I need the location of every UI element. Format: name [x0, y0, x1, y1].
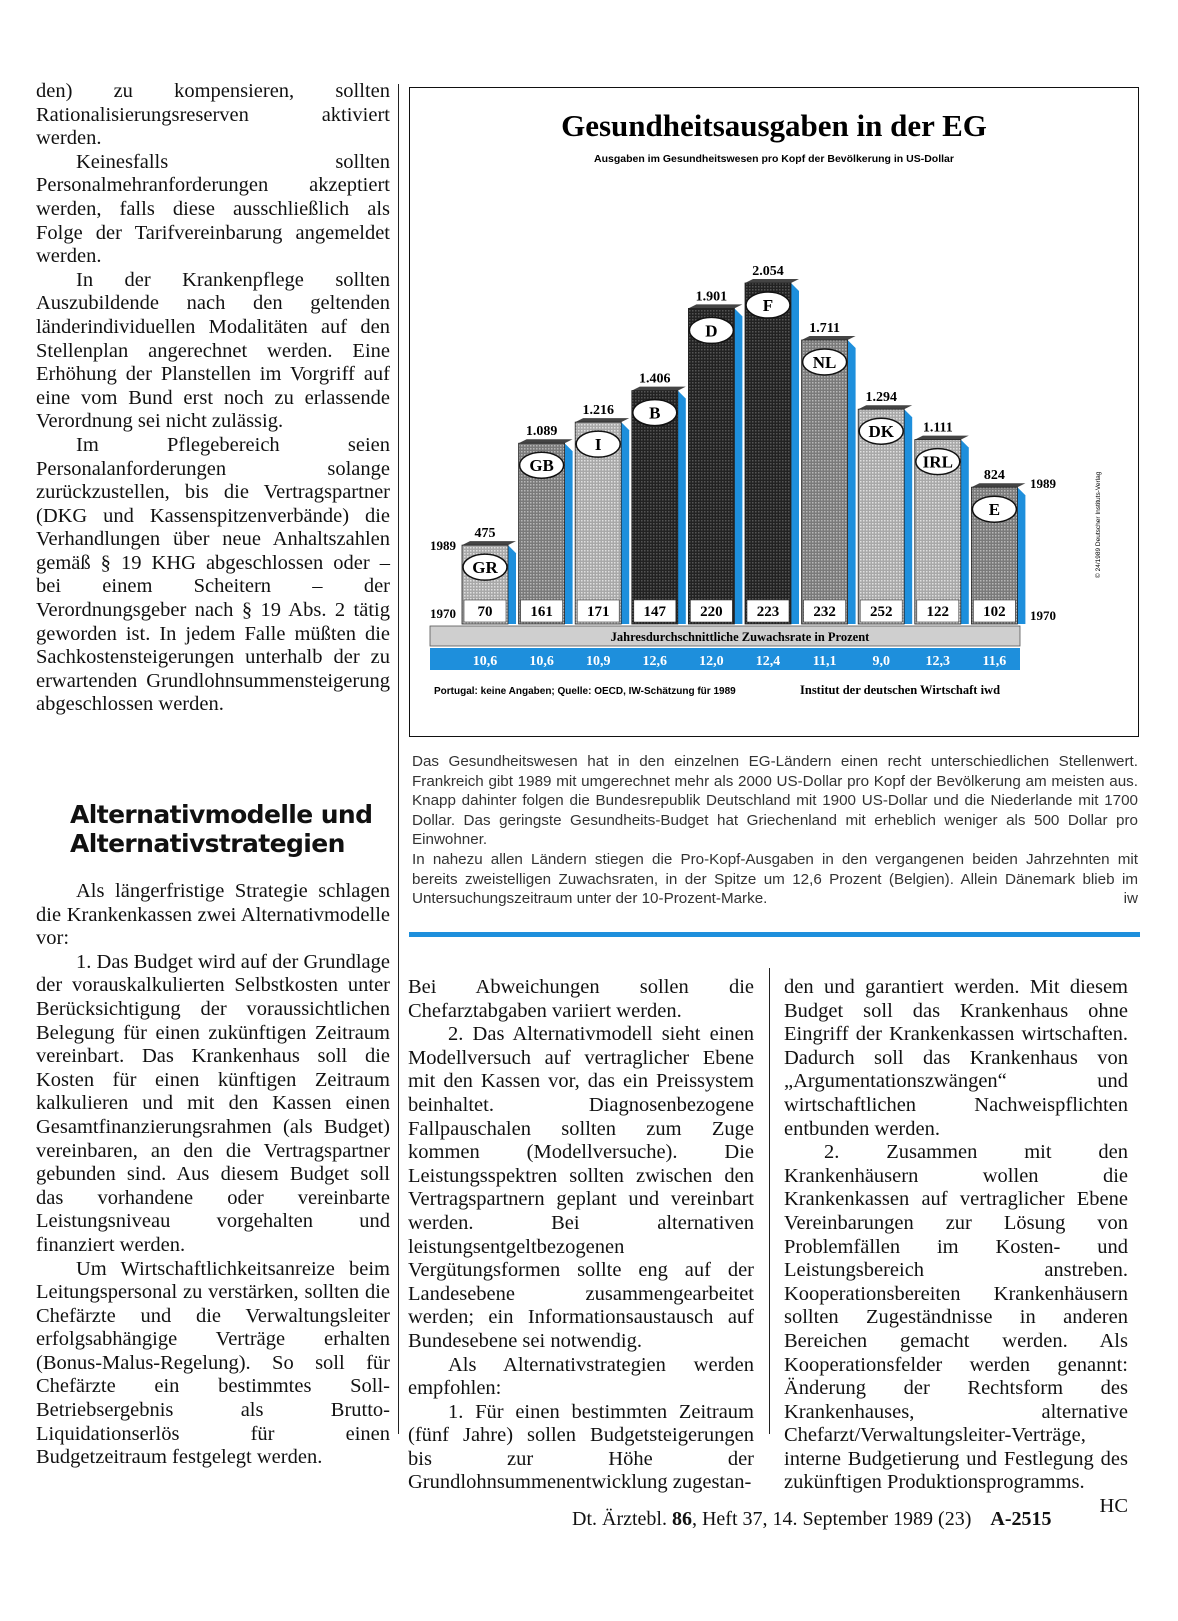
value-label-1970-I: 171 [586, 604, 610, 620]
growth-rate-F: 12,4 [755, 654, 781, 669]
bar-top-I [575, 418, 629, 422]
paragraph: Als längerfristige Strategie schlagen die Krankenkassen zwei Alternativmodelle vor: [36, 880, 390, 950]
bar-side-I [621, 422, 629, 624]
paragraph: Bei Abweichungen sollen die Chefarztabgaben variiert werden. [408, 976, 754, 1022]
value-label-1970-F: 223 [756, 604, 780, 620]
bar-NL [802, 340, 848, 624]
growth-rate-D: 12,0 [699, 654, 724, 669]
chart-subtitle: Ausgaben im Gesundheitswesen pro Kopf der Bevölkerung in US-Dollar [594, 153, 954, 165]
value-label-1970-D: 220 [700, 604, 723, 620]
middle-column [408, 976, 754, 1495]
paragraph: den) zu kompensieren, sollten Rationalisierungsreserven aktiviert werden. [36, 80, 390, 150]
value-label-1970-GR: 70 [477, 604, 493, 620]
citation-prefix: Dt. Ärztebl. [572, 1508, 667, 1530]
year-label-1989: 1989 [430, 538, 456, 553]
country-label-B: B [649, 403, 661, 423]
growth-rate-DK: 9,0 [872, 654, 890, 669]
section-heading-line: Alternativstrategien [70, 829, 345, 858]
column-rule [398, 84, 399, 1434]
left-column-bottom [36, 880, 390, 1470]
caption-text: In nahezu allen Ländern stiegen die Pro-Kopf-Ausgaben in den vergangenen beiden Jahrzehnten mit bereits zweistelligen Zuwachsraten, in der Spitze um 12,6 Prozent (Belgien). Allein Dänemark blieb im Untersuchungszeitraum unter der 10-Prozent-Marke. [412, 850, 1138, 908]
bar-side-GR [508, 545, 516, 624]
bar-side-IRL [961, 440, 969, 624]
growth-rate-GB: 10,6 [529, 654, 554, 669]
value-label-1989-I: 1.216 [582, 403, 614, 419]
bar-top-B [632, 387, 686, 391]
value-label-1989-DK: 1.294 [865, 390, 897, 406]
page-number: A-2515 [990, 1508, 1052, 1530]
growth-rate-B: 12,6 [642, 654, 668, 669]
bar-top-IRL [915, 436, 969, 440]
chart-publisher: Institut der deutschen Wirtschaft iwd [800, 683, 1001, 697]
country-label-D: D [705, 321, 718, 341]
country-label-F: F [762, 296, 774, 316]
chart-title: Gesundheitsausgaben in der EG [561, 108, 987, 143]
caption-paragraph: Das Gesundheitswesen hat in den einzelnen EG-Ländern einen recht unterschiedlichen Stellenwert. Frankreich gibt 1989 mit umgerechnet mehr als 2000 US-Dollar pro Kopf der Bevölkerung am meisten aus. Knapp dahinter folgen die Bundesrepublik Deutschland mit 1900 US-Dollar und die Niederlande mit 1700 Dollar. Das geringste Gesundheits-Budget hat Griechenland mit erheblich weniger als 500 Dollar pro Einwohner. [412, 753, 1138, 849]
value-label-1989-F: 2.054 [752, 264, 784, 280]
paragraph: 1. Für einen bestimmten Zeitraum (fünf Jahre) sollen Budgetsteigerungen bis zur Höhe der Grundlohnsummenentwicklung zugestan- [408, 1400, 754, 1494]
section-heading [70, 800, 372, 858]
author-signature: HC [1099, 1495, 1128, 1518]
bar-D [688, 308, 734, 624]
caption-paragraph [412, 850, 1138, 909]
country-label-IRL: IRL [922, 452, 953, 472]
bar-side-D [734, 308, 742, 624]
value-label-1989-E: 824 [983, 468, 1005, 484]
paragraph: den und garantiert werden. Mit diesem Budget soll das Krankenhaus ohne Eingriff der Krankenkassen wirtschaften. Dadurch soll das Krankenhaus von „Argumentationszwängen“ und wirtschaftlichen Nachweispflichten entbunden werden. [784, 976, 1128, 1140]
value-label-1970-DK: 252 [869, 604, 893, 620]
paragraph: 2. Das Alternativmodell sieht einen Modellversuch auf vertraglicher Ebene mit den Kassen vor, das ein Preissystem beinhaltet. Diagnosenbezogene Fallpauschalen sollten zum Zuge kommen (Modellversuche). Die Leistungsspektren sollten zwischen den Vertragspartnern geplant und vereinbart werden. Bei alternativen leistungsentgeltbezogenen Vergütungsformen sollte eng auf der Landesebene zusammengearbeitet werden; ein Informationsaustausch auf Bundesebene sei notwendig. [408, 1023, 754, 1352]
bar-side-GB [565, 443, 573, 624]
page-footer [572, 1508, 1051, 1531]
year-label-1970: 1970 [430, 606, 456, 621]
bar-top-D [688, 304, 742, 308]
left-column-top [36, 80, 390, 717]
right-column [784, 976, 1128, 1519]
value-label-1970-IRL: 122 [926, 604, 950, 620]
country-label-E: E [988, 500, 1001, 520]
country-label-NL: NL [812, 352, 837, 372]
bar-top-F [745, 279, 799, 283]
bar-side-NL [848, 340, 856, 624]
growth-rate-IRL: 12,3 [925, 654, 951, 669]
country-label-GR: GR [472, 558, 498, 578]
bar-top-GB [519, 439, 573, 443]
value-label-1989-GR: 475 [474, 526, 496, 542]
year-label-1989: 1989 [1030, 476, 1056, 491]
value-label-1970-E: 102 [983, 604, 1006, 620]
value-label-1989-IRL: 1.111 [922, 420, 953, 436]
bar-top-DK [858, 405, 912, 409]
value-label-1970-NL: 232 [813, 604, 836, 620]
bar-side-E [1017, 487, 1025, 624]
paragraph: 1. Das Budget wird auf der Grundlage der vorauskalkulierten Selbstkosten unter Berücksichtigung der voraussichtlichen Belegung für einen zukünftigen Zeitraum vereinbart. Das Krankenhaus soll die Kosten für einen künftigen Zeitraum kalkulieren und mit den Kassen einen Gesamtfinanzierungsrahmen (als Budget) vereinbaren, an den die Vertragspartner gebunden sind. Aus diesem Budget soll das vorhandene oder vereinbarte Leistungsniveau vorgehalten und finanziert werden. [36, 950, 390, 1256]
country-label-DK: DK [868, 422, 894, 442]
column-rule [769, 968, 770, 1434]
chart-box [409, 87, 1139, 737]
value-label-1970-B: 147 [643, 604, 667, 620]
bar-F [745, 283, 791, 624]
paragraph: Im Pflegebereich seien Personalanforderungen solange zurückzustellen, bis die Vertragspartner (DKG und Kassenspitzenverbände) die Verhandlungen über neue Anhaltszahlen gemäß § 19 KHG abgeschlossen oder – bei einem Scheitern – der Verordnungsgeber nach § 19 Abs. 2 tätig geworden ist. In jedem Falle müßten die Sachkostensteigerungen unterhalb der zu erwartenden Grundlohnsummensteigerung abgeschlossen werden. [36, 433, 390, 716]
paragraph: Keinesfalls sollten Personalmehranforderungen akzeptiert werden, falls diese ausschließlich als Folge der Tarifvereinbarung angemeldet werden. [36, 150, 390, 268]
year-label-1970: 1970 [1030, 608, 1056, 623]
growth-rate-GR: 10,6 [472, 654, 498, 669]
bar-side-F [791, 283, 799, 624]
bar-side-DK [904, 409, 912, 624]
growth-rate-E: 11,6 [982, 654, 1007, 669]
caption-signature: iw [1123, 890, 1138, 908]
bar-side-B [678, 391, 686, 624]
value-label-1970-GB: 161 [530, 604, 553, 620]
growth-rate-label: Jahresdurchschnittliche Zuwachsrate in Prozent [610, 630, 870, 644]
bar-top-NL [802, 336, 856, 340]
value-label-1989-D: 1.901 [695, 289, 728, 305]
health-spending-chart [410, 88, 1138, 736]
country-label-GB: GB [529, 456, 554, 476]
citation-volume: 86 [671, 1508, 692, 1530]
paragraph-text: 2. Zusammen mit den Krankenhäusern wollen die Krankenkassen auf vertraglicher Ebene Vereinbarungen zur Lösung von Problemfällen im Kosten- und Leistungsbereich anstreben. Kooperationsbereiten Krankenhäusern sollten Zugeständnisse in anderen Bereichen gemacht werden. Als Kooperationsfelder werden genannt: Änderung der Rechtsform des Krankenhauses, alternative Chefarzt/Verwaltungsleiter-Verträge, interne Budgetierung und Festlegung des zukünftigen Produktionsprogramms. [784, 1141, 1128, 1494]
chart-caption [412, 752, 1138, 909]
paragraph [784, 1141, 1128, 1518]
paragraph: In der Krankenpflege sollten Auszubildende nach den geltenden länderindividuellen Modalitäten auf den Stellenplan angerechnet werden. Eine Erhöhung der Planstellen im Vorgriff auf eine vom Bund erst noch zu erlassende Verordnung sei nicht zulässig. [36, 268, 390, 433]
value-label-1989-GB: 1.089 [525, 424, 558, 440]
growth-rate-I: 10,9 [585, 654, 611, 669]
growth-rate-NL: 11,1 [812, 654, 837, 669]
caption-rule [409, 932, 1140, 937]
section-heading-line: Alternativmodelle und [70, 800, 373, 829]
value-label-1989-NL: 1.711 [809, 320, 840, 336]
country-label-I: I [594, 435, 602, 455]
chart-source-note: Portugal: keine Angaben; Quelle: OECD, IW-Schätzung für 1989 [434, 686, 736, 697]
paragraph: Um Wirtschaftlichkeitsanreize beim Leitungspersonal zu verstärken, sollten die Chefärzte und die Verwaltungsleiter erfolgsabhängige Verträge erhalten (Bonus-Malus-Regelung). So soll für Chefärzte ein bestimmtes Soll-Betriebsergebnis als Brutto-Liquidationserlös für einen Budgetzeitraum festgelegt werden. [36, 1257, 390, 1469]
chart-copyright: © 24/1989 Deutscher Instituts-Verlag [1095, 471, 1102, 578]
paragraph: Als Alternativstrategien werden empfohlen: [408, 1353, 754, 1400]
bar-top-E [971, 483, 1025, 487]
value-label-1989-B: 1.406 [639, 371, 671, 387]
citation-rest: , Heft 37, 14. September 1989 (23) [691, 1508, 972, 1530]
bar-top-GR [462, 541, 516, 545]
